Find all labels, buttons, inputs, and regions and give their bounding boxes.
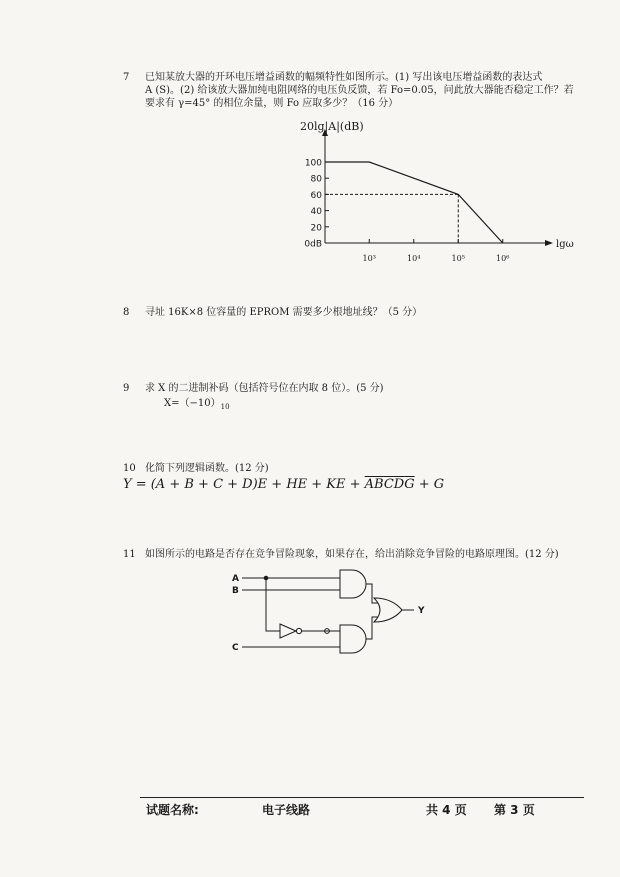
- x-tick-label: 10⁴: [407, 254, 421, 263]
- y-tick-label: 20: [310, 223, 322, 234]
- question-text-line: 要求有 γ=45° 的相位余量，则 Fo 应取多少？（16 分）: [145, 98, 399, 109]
- y-tick-label: 60: [310, 190, 322, 201]
- question-number: 11: [123, 549, 136, 560]
- question-text: 如图所示的电路是否存在竞争冒险现象，如果存在，给出消除竞争冒险的电路原理图。(12 分): [145, 549, 559, 560]
- x-tick-label: 10⁶: [496, 254, 510, 263]
- footer-current-page: 第 3 页: [494, 803, 535, 817]
- x-tick-label: 10⁵: [451, 254, 465, 263]
- question-number: 7: [123, 72, 130, 83]
- and-gate-1: [340, 570, 366, 598]
- wire-a-branch: [266, 578, 280, 631]
- formula-term: $\overline{C}$: [383, 477, 394, 492]
- formula-main: Y = (A + B + C + D)E + HE + KE +: [123, 477, 365, 492]
- output-label-y: Y: [418, 606, 425, 616]
- input-label-c: C: [232, 643, 239, 653]
- expression: X=（−10）: [164, 398, 221, 409]
- y-tick-label: 0dB: [304, 239, 322, 250]
- question-number: 9: [123, 383, 130, 394]
- not-gate: [280, 624, 296, 638]
- y-axis-label: 20lg|A|(dB): [300, 120, 364, 133]
- formula-term: $\overline{G}$: [404, 477, 415, 492]
- x-tick-label: 10³: [362, 254, 376, 263]
- y-tick-label: 80: [310, 174, 322, 185]
- formula-term: $\overline{B}$: [374, 477, 384, 492]
- footer-total-pages: 共 4 页: [426, 803, 467, 817]
- question-text: 求 X 的二进制补码（包括符号位在内取 8 位）。(5 分): [145, 383, 384, 394]
- formula-tail: + G: [414, 477, 445, 492]
- x-axis-label: lgω: [556, 239, 574, 250]
- y-tick-label: 100: [304, 158, 322, 169]
- question-number: 8: [123, 307, 130, 318]
- expression-subscript: 10: [220, 403, 230, 411]
- footer-rule: [140, 797, 584, 798]
- footer-label: 试题名称:: [146, 803, 199, 817]
- question-number: 10: [123, 463, 136, 474]
- question-text: 寻址 16K×8 位容量的 EPROM 需要多少根地址线？（5 分）: [145, 307, 423, 318]
- formula-term: $\overline{D}$: [393, 477, 405, 492]
- and-gate-2: [340, 625, 366, 653]
- or-gate: [374, 598, 402, 622]
- input-label-b: B: [232, 586, 239, 596]
- junction-dot: [264, 576, 268, 580]
- y-tick-label: 40: [310, 207, 322, 218]
- question-text-line: 已知某放大器的开环电压增益函数的幅频特性如图所示。(1) 写出该电压增益函数的表达式: [145, 72, 543, 83]
- question-text: 化简下列逻辑函数。(12 分): [145, 463, 269, 474]
- formula-term: $\overline{A}$: [364, 477, 375, 492]
- input-label-a: A: [232, 574, 239, 584]
- question-text-line: A (S)。(2) 给该放大器加纯电阻网络的电压负反馈，若 Fo=0.05，问此放大器能否稳定工作？若: [145, 85, 574, 96]
- footer-subject: 电子线路: [262, 803, 311, 817]
